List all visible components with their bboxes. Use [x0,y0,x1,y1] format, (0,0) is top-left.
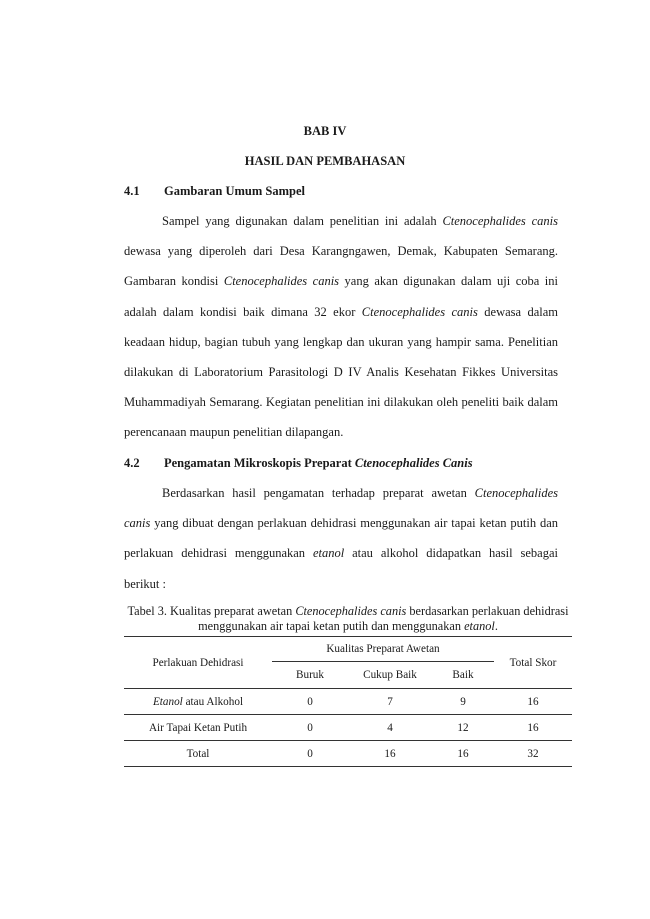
italic-run: Ctenocephalides canis [295,604,407,618]
cell-baik: 9 [432,689,494,715]
header-treatment: Perlakuan Dehidrasi [124,637,272,689]
cell-buruk: 0 [272,715,348,741]
italic-run: Ctenocephalides canis [124,486,558,531]
italic-run: etanol [312,546,345,561]
section-heading-4-2 [124,456,473,471]
cell-baik: 16 [432,741,494,767]
text-run: Tabel 3. Kualitas preparat awetan [127,604,296,618]
italic-run: Ctenocephalides canis [223,274,340,289]
section-number: 4.1 [124,184,140,198]
text-run: Berdasarkan hasil pengamatan terhadap preparat awetan [162,486,475,500]
header-baik: Baik [432,662,494,689]
table-row [124,689,572,715]
text-run: yang akan digunakan dalam uji coba ini adalah dalam kondisi baik dimana 32 ekor [124,274,559,319]
cell-baik: 12 [432,715,494,741]
section-title: Gambaran Umum Sampel [164,184,305,198]
header-buruk: Buruk [272,662,348,689]
text-run: Sampel yang digunakan dalam penelitian ini adalah [162,214,443,228]
italic-run: Ctenocephalides canis [361,304,478,319]
cell-buruk: 0 [272,741,348,767]
cell-cukup: 16 [348,741,432,767]
table-row [124,715,572,741]
chapter-subtitle: HASIL DAN PEMBAHASAN [244,154,406,168]
cell-total: 16 [494,715,572,741]
section-number: 4.2 [124,456,140,470]
row-label: Etanol atau Alkohol [124,689,272,715]
text-run: atau alkohol didapatkan hasil sebagai berikut : [124,546,558,591]
italic-run: etanol [464,619,495,633]
cell-total: 16 [494,689,572,715]
cell-cukup: 7 [348,689,432,715]
text-run: berdasarkan perlakuan dehidrasi menggunakan air tapai ketan putih dan menggunakan [198,604,569,633]
text-run: yang dibuat dengan perlakuan dehidrasi menggunakan air tapai ketan putih dan perlakuan dehidrasi menggunakan [124,516,558,561]
cell-cukup: 4 [348,715,432,741]
row-label: Total [124,741,272,767]
chapter-title: BAB IV [303,124,347,138]
cell-total: 32 [494,741,572,767]
section-title-italic: Ctenocephalides Canis [354,456,473,470]
row-label: Air Tapai Ketan Putih [124,715,272,741]
header-cukup-baik: Cukup Baik [348,662,432,689]
header-quality-group: Kualitas Preparat Awetan [272,637,494,662]
section-4-1-paragraph [124,206,558,448]
header-total: Total Skor [494,637,572,689]
text-run: dewasa dalam keadaan hidup, bagian tubuh yang lengkap dan ukuran yang hampir sama. Penelitian dilakukan di Laboratorium Parasitologi D IV Analis Kesehatan Fikkes Universitas Muhammadiyah Semarang. Kegiatan penelitian ini dilakukan oleh peneliti baik dalam perencanaan maupun penelitian dilapangan. [124,304,559,440]
paragraph-text [124,214,558,439]
section-4-2-paragraph [124,478,558,599]
table-caption [124,604,572,634]
italic-run: Ctenocephalides canis [442,214,558,228]
text-run: . [494,619,498,633]
text-run: dewasa yang diperoleh dari Desa Karangngawen, Demak, Kabupaten Semarang. Gambaran kondisi [124,244,558,289]
paragraph-text [124,486,558,591]
table-row [124,741,572,767]
section-heading-4-1 [124,184,305,199]
cell-buruk: 0 [272,689,348,715]
section-title: Pengamatan Mikroskopis Preparat [164,456,355,470]
quality-table [124,636,572,767]
